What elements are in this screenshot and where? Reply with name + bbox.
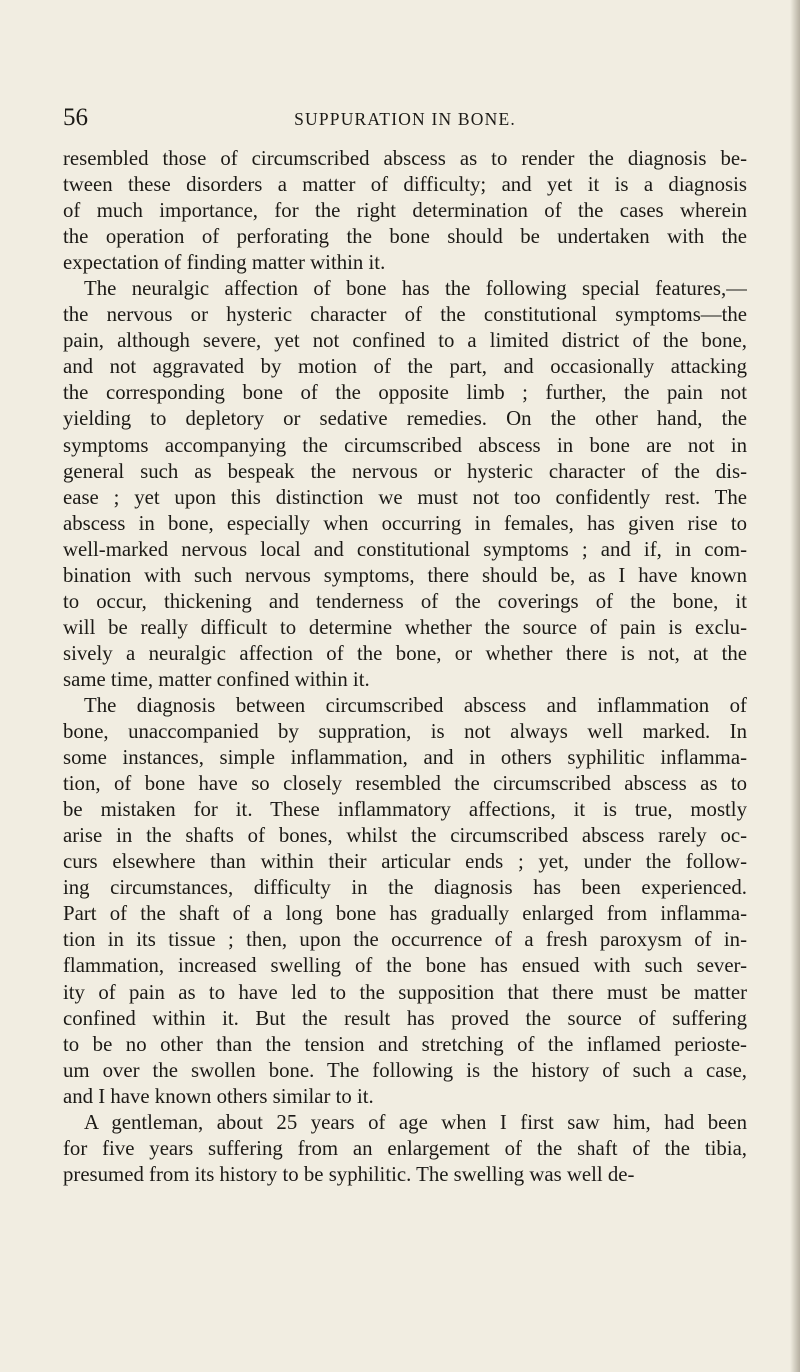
text-line: for five years suffering from an enlargement of the shaft of the tibia, <box>63 1136 747 1160</box>
paragraph <box>63 693 747 1110</box>
text-line: The diagnosis between circumscribed abscess and inflammation of <box>84 693 747 717</box>
text-line: tion, of bone have so closely resembled the circumscribed abscess as to <box>63 772 747 796</box>
text-line: the nervous or hysteric character of the constitutional symptoms—the <box>63 303 747 327</box>
text-line: resembled those of circumscribed abscess as to render the diagnosis be- <box>63 147 747 170</box>
text-line: to be no other than the tension and stretching of the inflamed perioste- <box>63 1032 747 1056</box>
paragraph <box>63 1110 747 1188</box>
text-line: and I have known others similar to it. <box>63 1084 374 1108</box>
text-line: general such as bespeak the nervous or hysteric character of the dis- <box>63 459 747 483</box>
text-line: curs elsewhere than within their articular ends ; yet, under the follow- <box>63 850 747 874</box>
text-line: expectation of finding matter within it. <box>63 251 386 275</box>
running-head <box>63 103 747 133</box>
text-line: ity of pain as to have led to the supposition that there must be matter <box>63 980 747 1004</box>
text-line: to occur, thickening and tenderness of the coverings of the bone, it <box>63 589 747 613</box>
text-line: bination with such nervous symptoms, there should be, as I have known <box>63 563 747 587</box>
text-line: A gentleman, about 25 years of age when I first saw him, had been <box>84 1110 747 1134</box>
text-line: confined within it. But the result has proved the source of suffering <box>63 1006 747 1030</box>
text-line: arise in the shafts of bones, whilst the circumscribed abscess rarely oc- <box>63 824 747 848</box>
text-line: abscess in bone, especially when occurring in females, has given rise to <box>63 511 747 535</box>
text-line: The neuralgic affection of bone has the following special features,— <box>84 277 747 301</box>
text-line: um over the swollen bone. The following is the history of such a case, <box>63 1058 747 1082</box>
text-line: of much importance, for the right determination of the cases wherein <box>63 199 747 223</box>
page-number: 56 <box>63 104 88 131</box>
text-line: bone, unaccompanied by suppration, is not always well marked. In <box>63 720 747 744</box>
text-line: and not aggravated by motion of the part, and occasionally attacking <box>63 355 747 379</box>
text-line: tion in its tissue ; then, upon the occurrence of a fresh paroxysm of in- <box>63 928 747 952</box>
paragraph <box>63 276 747 693</box>
text-line: the corresponding bone of the opposite limb ; further, the pain not <box>63 381 747 405</box>
text-line: flammation, increased swelling of the bone has ensued with such sever- <box>63 954 747 978</box>
text-line: pain, although severe, yet not confined to a limited district of the bone, <box>63 329 747 353</box>
text-line: some instances, simple inflammation, and in others syphilitic inflamma- <box>63 746 747 770</box>
text-line: the operation of perforating the bone should be undertaken with the <box>63 225 747 249</box>
text-line: same time, matter confined within it. <box>63 667 370 691</box>
text-line: be mistaken for it. These inflammatory affections, it is true, mostly <box>63 798 747 822</box>
text-line: ease ; yet upon this distinction we must not too confidently rest. The <box>63 485 747 509</box>
text-line: Part of the shaft of a long bone has gradually enlarged from inflamma- <box>63 902 747 926</box>
text-line: yielding to depletory or sedative remedies. On the other hand, the <box>63 407 747 431</box>
text-line: tween these disorders a matter of difficulty; and yet it is a diagnosis <box>63 173 747 197</box>
page-edge-shadow <box>790 0 800 1372</box>
text-line: well-marked nervous local and constitutional symptoms ; and if, in com- <box>63 537 747 561</box>
text-line: symptoms accompanying the circumscribed abscess in bone are not in <box>63 433 747 457</box>
body-text <box>63 146 747 1188</box>
paragraph <box>63 146 747 276</box>
text-line: ing circumstances, difficulty in the diagnosis has been experienced. <box>63 876 747 900</box>
text-line: presumed from its history to be syphilitic. The swelling was well de- <box>63 1162 635 1186</box>
text-line: sively a neuralgic affection of the bone, or whether there is not, at the <box>63 641 747 665</box>
text-line: will be really difficult to determine whether the source of pain is exclu- <box>63 615 747 639</box>
running-title: SUPPURATION IN BONE. <box>294 109 516 129</box>
